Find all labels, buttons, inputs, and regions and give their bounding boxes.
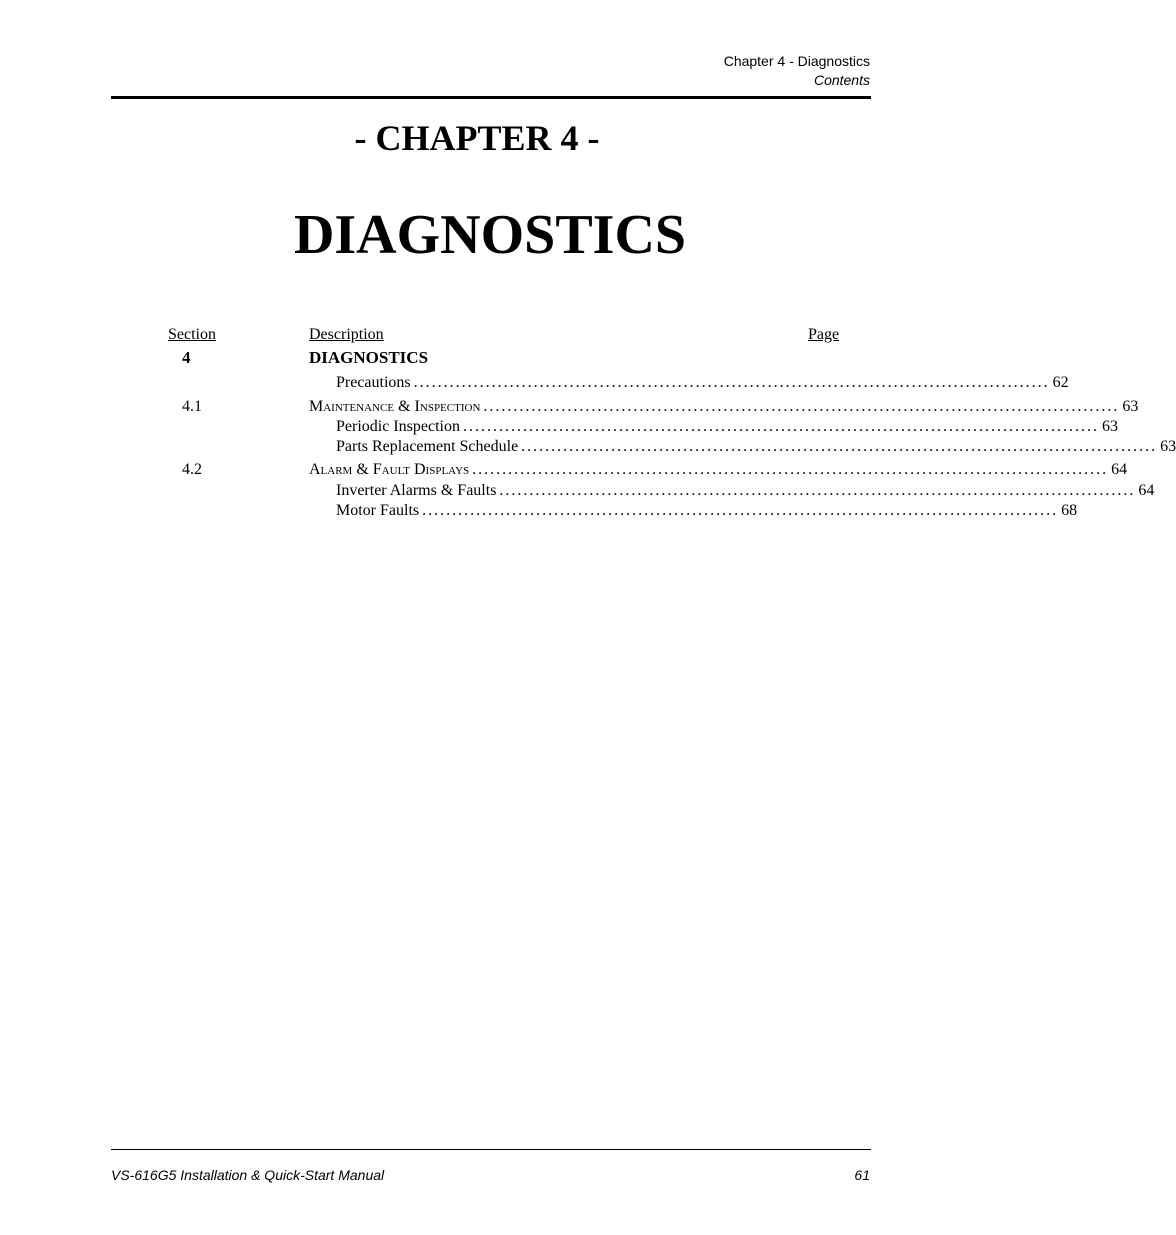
footer-rule — [111, 1149, 871, 1150]
footer-manual-title: VS-616G5 Installation & Quick-Start Manual — [111, 1167, 385, 1183]
footer-page-number: 61 — [854, 1167, 870, 1183]
toc-leader: .......................................................................................................... — [462, 418, 1099, 435]
toc-entry-page: 64 — [1138, 482, 1155, 499]
toc-chapter-title: DIAGNOSTICS — [309, 348, 429, 367]
toc-entry[interactable] — [336, 501, 1078, 521]
toc-entry-page: 68 — [1061, 502, 1078, 519]
toc-entry-page: 63 — [1122, 398, 1139, 415]
toc-entry-text: Inverter Alarms & Faults — [336, 482, 497, 499]
col-header-description: Description — [309, 326, 384, 343]
toc-entry[interactable] — [336, 373, 1069, 393]
page-title: DIAGNOSTICS — [293, 204, 687, 266]
toc-leader: .......................................................................................................... — [521, 438, 1158, 455]
toc-leader: .......................................................................................................... — [413, 374, 1050, 391]
toc-leader: .......................................................................................................... — [422, 502, 1059, 519]
toc-entry-text: Maintenance & Inspection — [309, 398, 481, 415]
toc-entry-text: Precautions — [336, 374, 411, 391]
toc-section-number: 4.2 — [182, 461, 202, 478]
header-subtitle: Contents — [813, 72, 870, 88]
toc-entry[interactable] — [309, 397, 1139, 417]
toc-leader: .......................................................................................................... — [483, 398, 1120, 415]
toc-entry-page: 63 — [1160, 438, 1176, 455]
toc-entry-text: Parts Replacement Schedule — [336, 438, 519, 455]
toc-leader: .......................................................................................................... — [499, 482, 1136, 499]
header-chapter: Chapter 4 - Diagnostics — [723, 53, 870, 69]
toc-entry-text: Alarm & Fault Displays — [309, 461, 470, 478]
toc-leader: .......................................................................................................... — [472, 461, 1109, 478]
toc-entry[interactable] — [336, 417, 1118, 437]
table-of-contents — [0, 0, 1176, 600]
col-header-page: Page — [808, 326, 840, 343]
toc-entry[interactable] — [309, 460, 1128, 480]
chapter-label: - CHAPTER 4 - — [354, 118, 600, 158]
col-header-section: Section — [168, 326, 216, 343]
toc-section-number: 4.1 — [182, 398, 202, 415]
toc-entry-page: 64 — [1111, 461, 1128, 478]
toc-entry[interactable] — [336, 437, 1176, 457]
toc-entry-text: Periodic Inspection — [336, 418, 460, 435]
toc-chapter-number: 4 — [182, 348, 191, 367]
toc-entry[interactable] — [336, 481, 1155, 501]
toc-entry-page: 63 — [1101, 418, 1118, 435]
toc-entry-page: 62 — [1052, 374, 1069, 391]
toc-entry-text: Motor Faults — [336, 502, 420, 519]
